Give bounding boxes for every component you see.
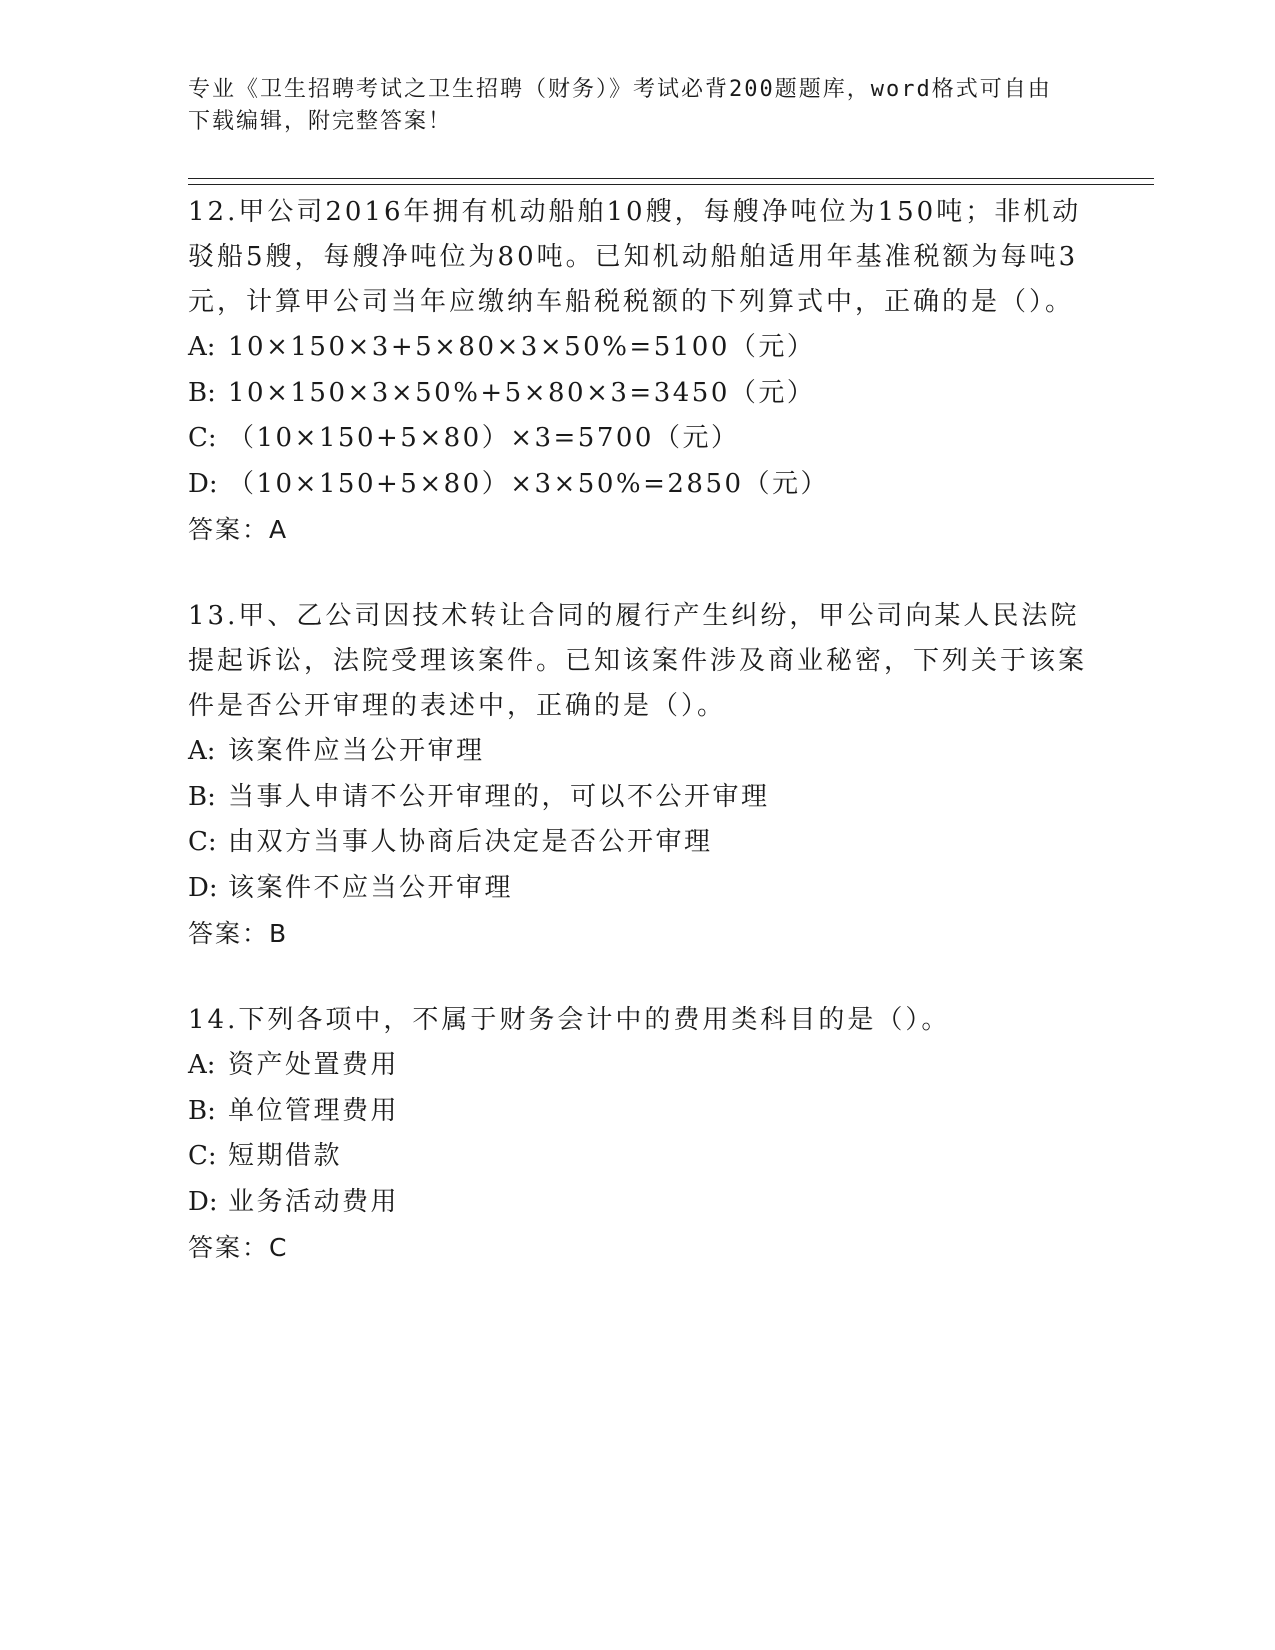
option-text: （10×150+5×80）×3=5700（元） bbox=[228, 423, 740, 453]
option-key: A: bbox=[188, 332, 216, 362]
option-b bbox=[188, 775, 1088, 821]
question-13 bbox=[188, 594, 1088, 956]
option-key: D: bbox=[188, 872, 218, 903]
option-text: 10×150×3×50%+5×80×3=3450（元） bbox=[228, 377, 816, 408]
option-text: 业务活动费用 bbox=[228, 1186, 400, 1217]
option-key: A: bbox=[188, 1050, 216, 1080]
option-text: 资产处置费用 bbox=[228, 1050, 400, 1080]
option-text: 短期借款 bbox=[228, 1141, 343, 1171]
option-d bbox=[188, 462, 1088, 508]
option-key: B: bbox=[188, 781, 216, 812]
option-text: 该案件不应当公开审理 bbox=[228, 872, 514, 903]
option-a bbox=[188, 729, 1088, 775]
question-list bbox=[188, 190, 1088, 1312]
option-key: A: bbox=[188, 736, 216, 766]
answer-value: A bbox=[269, 515, 289, 544]
option-c bbox=[188, 416, 1088, 462]
option-c bbox=[188, 820, 1088, 866]
option-key: C: bbox=[188, 1141, 217, 1171]
question-12 bbox=[188, 190, 1088, 552]
option-c bbox=[188, 1134, 1088, 1180]
question-14 bbox=[188, 998, 1088, 1270]
option-text: 10×150×3+5×80×3×50%=5100（元） bbox=[228, 332, 816, 362]
option-key: D: bbox=[188, 468, 218, 499]
option-key: B: bbox=[188, 377, 216, 408]
option-key: B: bbox=[188, 1095, 216, 1126]
option-b bbox=[188, 1089, 1088, 1135]
option-text: 由双方当事人协商后决定是否公开审理 bbox=[228, 827, 713, 857]
answer-line bbox=[188, 911, 1088, 956]
option-text: 单位管理费用 bbox=[228, 1095, 400, 1126]
answer-label: 答案： bbox=[188, 515, 270, 544]
header-rule-bottom bbox=[188, 184, 1154, 185]
option-text: （10×150+5×80）×3×50%=2850（元） bbox=[228, 468, 830, 499]
answer-value: C bbox=[269, 1233, 289, 1262]
option-d bbox=[188, 866, 1088, 912]
answer-label: 答案： bbox=[188, 919, 270, 948]
answer-value: B bbox=[269, 919, 289, 948]
question-text: 14.下列各项中，不属于财务会计中的费用类科目的是（）。 bbox=[188, 1005, 951, 1035]
option-text: 当事人申请不公开审理的，可以不公开审理 bbox=[228, 781, 770, 812]
option-d bbox=[188, 1180, 1088, 1226]
answer-label: 答案： bbox=[188, 1233, 270, 1262]
option-key: C: bbox=[188, 423, 217, 453]
answer-line bbox=[188, 1225, 1088, 1270]
document-header: 专业《卫生招聘考试之卫生招聘（财务）》考试必背200题题库，word格式可自由下载编辑，附完整答案！ bbox=[188, 77, 1052, 134]
header-rule-top bbox=[188, 178, 1154, 179]
option-key: C: bbox=[188, 827, 217, 857]
option-b bbox=[188, 371, 1088, 417]
option-text: 该案件应当公开审理 bbox=[228, 736, 485, 766]
question-text: 13.甲、乙公司因技术转让合同的履行产生纠纷，甲公司向某人民法院提起诉讼，法院受理该案件。已知该案件涉及商业秘密，下列关于该案件是否公开审理的表述中，正确的是（）。 bbox=[188, 601, 1088, 721]
question-text: 12.甲公司2016年拥有机动船舶10艘，每艘净吨位为150吨；非机动驳船5艘，每艘净吨位为80吨。已知机动船舶适用年基准税额为每吨3元，计算甲公司当年应缴纳车船税税额的下列算式中，正确的是（）。 bbox=[188, 197, 1082, 317]
option-key: D: bbox=[188, 1186, 218, 1217]
option-a bbox=[188, 1043, 1088, 1089]
answer-line bbox=[188, 507, 1088, 552]
option-a bbox=[188, 325, 1088, 371]
